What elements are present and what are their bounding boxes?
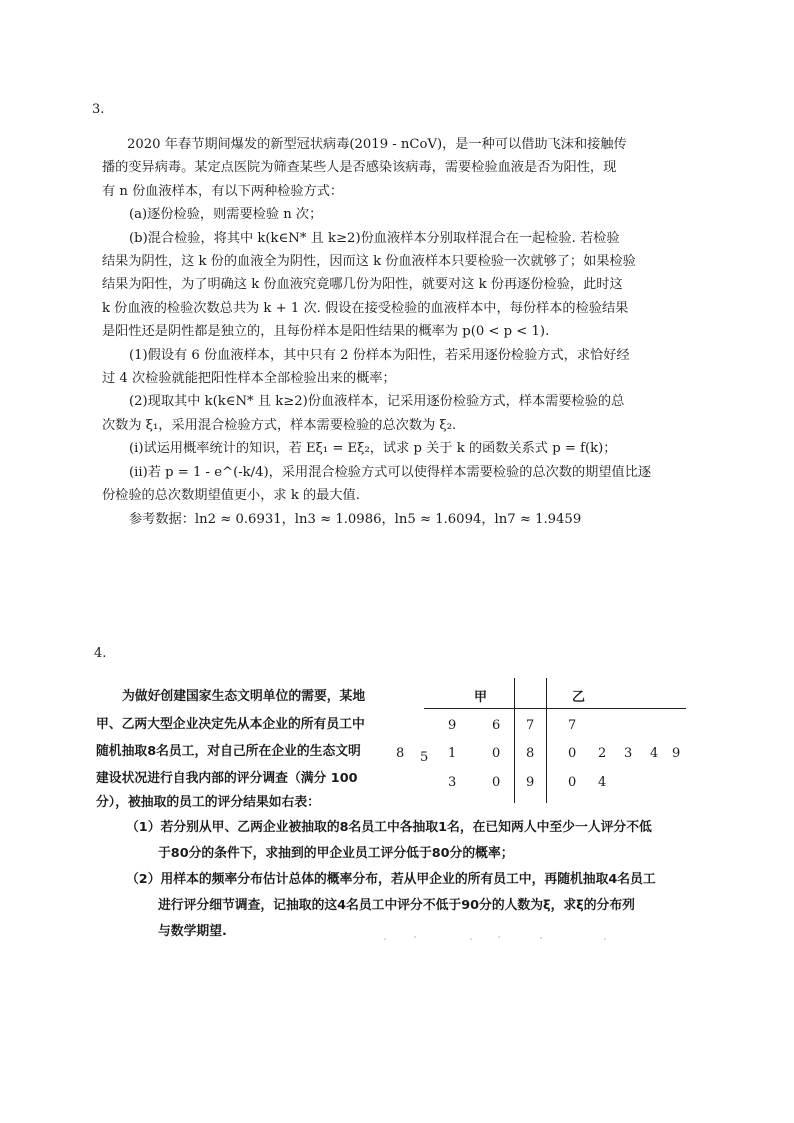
leaf-left: 6: [492, 718, 501, 733]
leaf-left: 9: [448, 718, 457, 733]
q3-body: [102, 133, 651, 531]
leaf-left: 1: [448, 746, 457, 761]
scan-speck: [414, 936, 416, 938]
q3-line: (2)现取其中 k(k∈N* 且 k≥2)份血液样本，记采用逐份检验方式，样本需要检验的总: [129, 394, 625, 410]
leaf-right: 9: [672, 746, 681, 761]
leaf-left: 8: [396, 746, 405, 761]
leaf-right: 0: [568, 775, 577, 790]
q3-line: 2020 年春节期间爆发的新型冠状病毒(2019 - nCoV)，是一种可以借助飞沫和接触传: [127, 137, 627, 152]
q4-intro-line: 分），被抽取的员工的评分结果如右表：: [96, 795, 320, 810]
q4-part-line: （2）用样本的频率分布估计总体的概率分布，若从甲企业的所有员工中，再随机抽取4名员工: [126, 872, 656, 887]
scan-speck: [498, 936, 500, 938]
leaf-right: 4: [650, 746, 659, 761]
table-divider-left: [514, 678, 515, 803]
q4-number: 4.: [94, 646, 107, 661]
q4-part-line: 与数学期望.: [158, 924, 227, 939]
scan-speck: [470, 938, 472, 940]
q4-intro-line: 甲、乙两大型企业决定先从本企业的所有员工中: [96, 717, 365, 732]
q3-line: (1)假设有 6 份血液样本，其中只有 2 份样本为阳性，若采用逐份检验方式，求恰好经: [129, 347, 630, 363]
q3-line: 参考数据：ln2 ≈ 0.6931，ln3 ≈ 1.0986，ln5 ≈ 1.6094，ln7 ≈ 1.9459: [129, 511, 582, 527]
leaf-right: 3: [624, 746, 633, 761]
q3-line: 播的变异病毒。某定点医院为筛查某些人是否感染该病毒，需要检验血液是否为阳性，现: [102, 160, 617, 176]
table-header-rule: [424, 708, 686, 709]
q4-part-line: 进行评分细节调查，记抽取的这4名员工中评分不低于90分的人数为ξ，求ξ的分布列: [158, 898, 635, 913]
header-jia: 甲: [474, 690, 488, 705]
leaf-right: 0: [568, 746, 577, 761]
table-divider-right: [546, 678, 547, 803]
leaf-left: 0: [492, 775, 501, 790]
leaf-right: 2: [598, 746, 607, 761]
q3-line: 结果为阴性，这 k 份的血液全为阴性，因而这 k 份血液样本只要检验一次就够了；如果检验: [102, 254, 636, 270]
q3-line: (b)混合检验，将其中 k(k∈N* 且 k≥2)份血液样本分别取样混合在一起检验. 若检验: [129, 230, 620, 246]
stem-value: 9: [526, 775, 535, 790]
leaf-left: 5: [420, 750, 429, 765]
q3-line: 份检验的总次数期望值更小，求 k 的最大值.: [102, 488, 360, 504]
leaf-left: 0: [492, 746, 501, 761]
q3-line: (ii)若 p = 1 - e^(-k/4)，采用混合检验方式可以使得样本需要检验的总次数的期望值比逐: [129, 464, 652, 480]
leaf-right: 4: [598, 775, 607, 790]
scan-speck: [384, 938, 386, 940]
q4-intro-line: 为做好创建国家生态文明单位的需要，某地: [122, 689, 366, 704]
q3-line: k 份血液的检验次数总共为 k + 1 次. 假设在接受检验的血液样本中，每份样本的检验结果: [102, 300, 629, 316]
q3-line: 有 n 份血液样本，有以下两种检验方式：: [102, 183, 344, 199]
q4-part-line: （1）若分别从甲、乙两企业被抽取的8名员工中各抽取1名，在已知两人中至少一人评分不低: [126, 820, 652, 835]
leaf-left: 3: [448, 775, 457, 790]
q3-number: 3.: [92, 102, 105, 117]
stem-value: 7: [526, 718, 535, 733]
q3-line: 是阳性还是阴性都是独立的，且每份样本是阳性结果的概率为 p(0 < p < 1).: [102, 324, 550, 340]
q4-part-line: 于80分的条件下，求抽到的甲企业员工评分低于80分的概率；: [158, 846, 514, 861]
q3-line: 次数为 ξ₁，采用混合检验方式，样本需要检验的总次数为 ξ₂.: [102, 417, 457, 433]
scan-speck: [604, 938, 606, 940]
q4-intro-line: 随机抽取8名员工，对自己所在企业的生态文明: [96, 744, 361, 759]
q3-line: (a)逐份检验，则需要检验 n 次；: [129, 207, 323, 223]
stem-value: 8: [526, 746, 535, 761]
q3-line: 过 4 次检验就能把阳性样本全部检验出来的概率；: [102, 371, 396, 387]
q3-line: 结果为阳性，为了明确这 k 份血液究竟哪几份为阳性，就要对这 k 份再逐份检验，此时这: [102, 277, 623, 293]
header-yi: 乙: [572, 690, 586, 705]
leaf-right: 7: [568, 718, 577, 733]
q4-intro-line: 建设状况进行自我内部的评分调查（满分 100: [96, 771, 358, 786]
scan-speck: [540, 937, 542, 939]
q3-line: (i)试运用概率统计的知识，若 Eξ₁ = Eξ₂，试求 p 关于 k 的函数关系式 p = f(k)；: [129, 441, 617, 457]
